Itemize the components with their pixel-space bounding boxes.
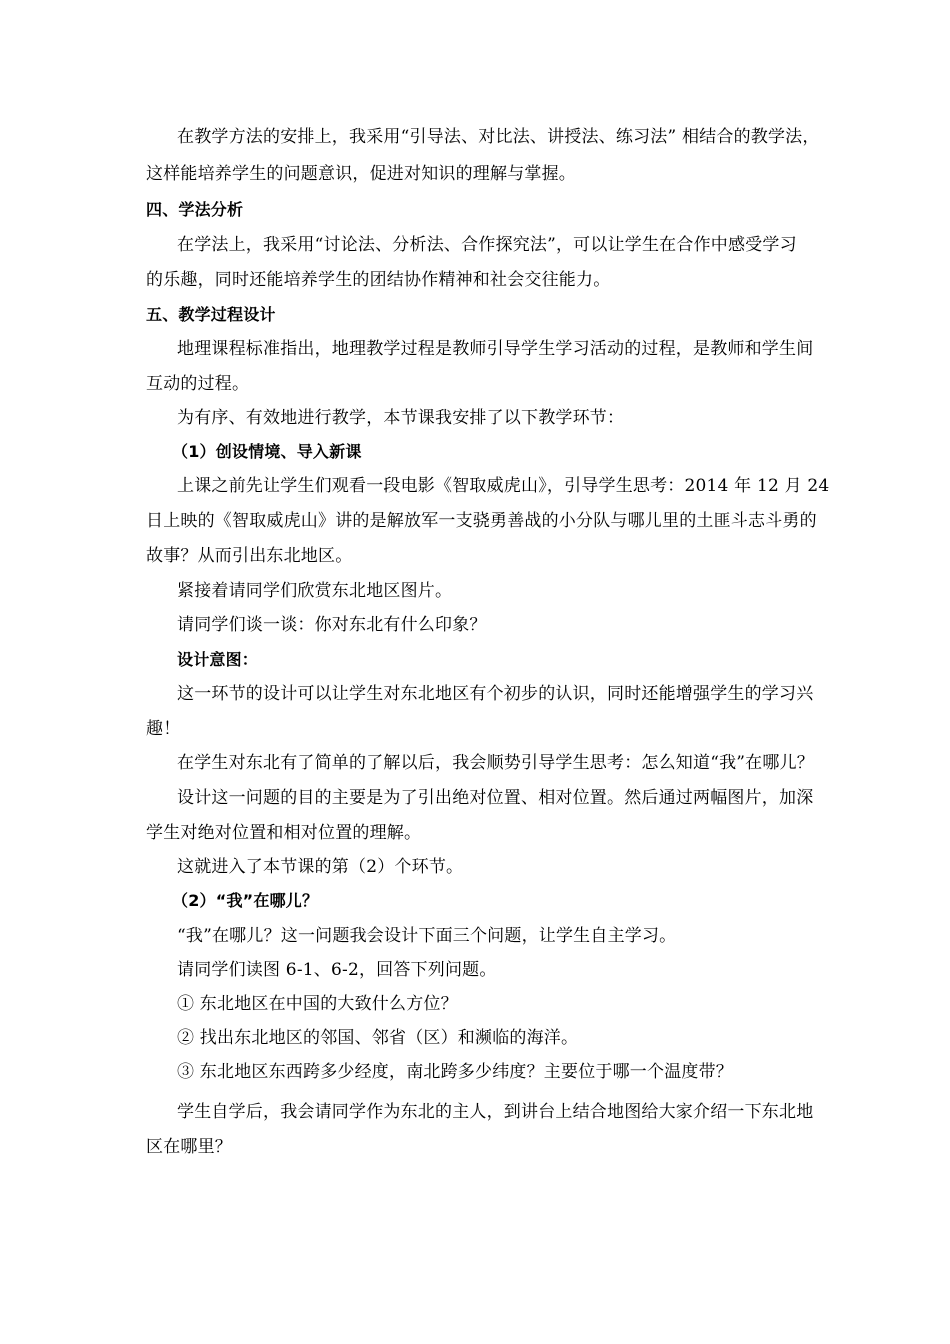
subheading-create-situation: （1）创设情境、导入新课 [172,442,362,461]
paragraph-position-line-1: 设计这一问题的目的主要是为了引出绝对位置、相对位置。然后通过两幅图片，加深 [177,788,814,808]
paragraph-position-line-2: 学生对绝对位置和相对位置的理解。 [146,823,422,843]
paragraph-movie-line-2: 日上映的《智取威虎山》讲的是解放军一支骁勇善战的小分队与哪儿里的土匪斗志斗勇的 [146,511,817,531]
paragraph-teaching-method-line-1: 在教学方法的安排上，我采用“引导法、对比法、讲授法、练习法” 相结合的教学法， [177,127,820,147]
paragraph-design-intent-line-2: 趣！ [146,719,181,739]
paragraph-student-presentation-line-1: 学生自学后，我会请同学作为东北的主人，到讲台上结合地图给大家介绍一下东北地 [177,1102,814,1122]
paragraph-curriculum-line-2: 互动的过程。 [146,374,250,394]
design-intent-label: 设计意图： [177,650,259,669]
paragraph-study-method-line-1: 在学法上，我采用“讨论法、分析法、合作探究法”，可以让学生在合作中感受学习 [177,235,797,255]
paragraph-arrangement: 为有序、有效地进行教学，本节课我安排了以下教学环节： [177,408,625,428]
paragraph-movie-line-1: 上课之前先让学生们观看一段电影《智取威虎山》，引导学生思考：2014 年 12 月 24 [177,476,830,496]
paragraph-where-am-i-question: 在学生对东北有了简单的了解以后，我会顺势引导学生思考：怎么知道“我”在哪儿？ [177,753,814,773]
paragraph-three-questions: “我”在哪儿？这一问题我会设计下面三个问题，让学生自主学习。 [177,926,677,946]
paragraph-impression: 请同学们谈一谈：你对东北有什么印象？ [177,615,487,635]
section-heading-study-method: 四、学法分析 [146,200,244,219]
paragraph-study-method-line-2: 的乐趣，同时还能培养学生的团结协作精神和社会交往能力。 [146,270,611,290]
subheading-where-am-i: （2）“我”在哪儿？ [172,891,319,910]
paragraph-teaching-method-line-2: 这样能培养学生的问题意识，促进对知识的理解与掌握。 [146,164,576,184]
paragraph-movie-line-3: 故事？从而引出东北地区。 [146,546,353,566]
paragraph-next-section: 这就进入了本节课的第（2）个环节。 [177,857,464,877]
question-2: ② 找出东北地区的邻国、邻省（区）和濒临的海洋。 [177,1028,579,1048]
paragraph-read-maps: 请同学们读图 6-1、6-2，回答下列问题。 [177,960,497,980]
paragraph-design-intent-line-1: 这一环节的设计可以让学生对东北地区有个初步的认识，同时还能增强学生的学习兴 [177,684,814,704]
question-3: ③ 东北地区东西跨多少经度，南北跨多少纬度？主要位于哪一个温度带？ [177,1062,734,1082]
paragraph-student-presentation-line-2: 区在哪里？ [146,1137,232,1157]
paragraph-curriculum-line-1: 地理课程标准指出，地理教学过程是教师引导学生学习活动的过程，是教师和学生间 [177,339,814,359]
paragraph-pictures: 紧接着请同学们欣赏东北地区图片。 [177,581,453,601]
question-1: ① 东北地区在中国的大致什么方位？ [177,994,458,1014]
section-heading-teaching-process: 五、教学过程设计 [146,305,276,324]
